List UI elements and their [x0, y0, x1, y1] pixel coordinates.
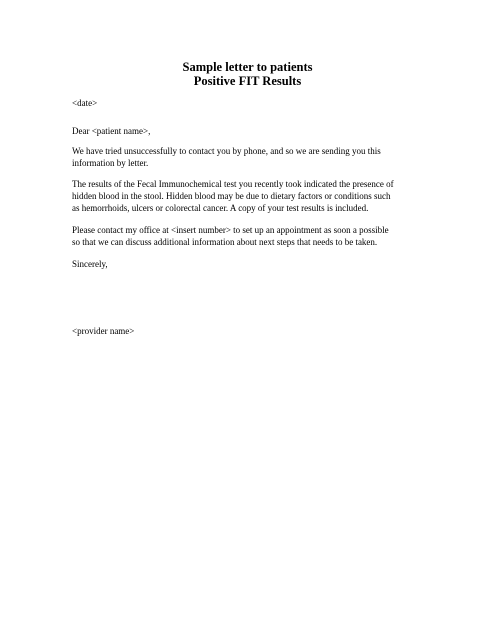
paragraph-appointment: [72, 224, 432, 248]
paragraph-line: The results of the Fecal Immunochemical test you recently took indicated the presence of: [72, 179, 394, 189]
title-line-2: Positive FIT Results: [193, 74, 302, 88]
salutation: Dear <patient name>,: [72, 126, 151, 136]
paragraph-line: We have tried unsuccessfully to contact you by phone, and so we are sending you this: [72, 146, 381, 156]
paragraph-test-results: [72, 178, 432, 214]
paragraph-line: hidden blood in the stool. Hidden blood may be due to dietary factors or conditions such: [72, 191, 391, 201]
signature-placeholder: <provider name>: [72, 326, 135, 336]
paragraph-line: Please contact my office at <insert number> to set up an appointment as soon a possible: [72, 225, 389, 235]
letter-title: [0, 60, 495, 88]
paragraph-line: so that we can discuss additional information about next steps that needs to be taken.: [72, 237, 378, 247]
closing: Sincerely,: [72, 259, 108, 269]
title-line-1: Sample letter to patients: [182, 60, 313, 74]
paragraph-line: information by letter.: [72, 158, 149, 168]
date-placeholder: <date>: [72, 98, 98, 108]
paragraph-contact-attempt: [72, 145, 432, 169]
paragraph-line: as hemorrhoids, ulcers or colorectal cancer. A copy of your test results is included.: [72, 203, 369, 213]
